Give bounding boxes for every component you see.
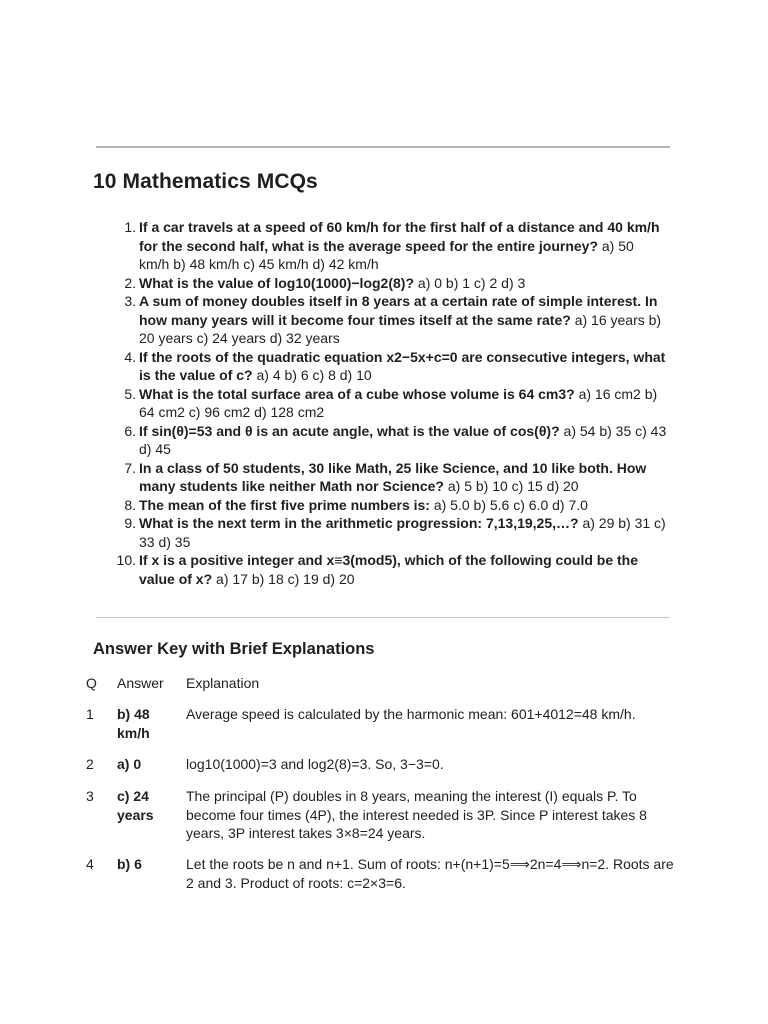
column-header-answer: Answer — [117, 675, 164, 691]
row-answer: b) 6 — [117, 856, 142, 872]
row-q: 2 — [86, 756, 94, 772]
question-number: 2. — [124, 274, 136, 291]
question-text: What is the next term in the arithmetic progression: 7,13,19,25,…? — [139, 515, 579, 531]
section-divider — [96, 617, 670, 618]
question-number: 9. — [124, 515, 136, 531]
row-explanation: log10(1000)=3 and log2(8)=3. So, 3−3=0. — [186, 756, 444, 772]
row-explanation: Average speed is calculated by the harmonic mean: 601+4012=48 km/h. — [186, 706, 636, 722]
question-item — [112, 274, 668, 293]
question-options: a) 29 b) 31 c) 33 d) 35 — [139, 515, 666, 550]
question-text: If the roots of the quadratic equation x2−5x+c=0 are consecutive integers, what is the value of c? — [139, 348, 666, 383]
row-q: 4 — [86, 856, 94, 872]
question-item — [112, 551, 668, 588]
question-text: A sum of money doubles itself in 8 years at a certain rate of simple interest. In how many years will it become four times itself at the same rate? — [139, 293, 658, 328]
row-q: 3 — [86, 788, 94, 804]
question-text: If x is a positive integer and x≡3(mod5), which of the following could be the value of x? — [139, 552, 638, 587]
column-header-explanation: Explanation — [186, 675, 260, 691]
question-options: a) 16 years b) 20 years c) 24 years d) 32 years — [139, 311, 662, 346]
question-options: a) 50 km/h b) 48 km/h c) 45 km/h d) 42 km/h — [139, 237, 634, 272]
question-item — [112, 514, 668, 551]
question-item — [112, 496, 668, 515]
question-number: 5. — [124, 385, 136, 402]
row-answer: c) 24 years — [117, 788, 154, 823]
question-text: If sin(θ)=53 and θ is an acute angle, what is the value of cos(θ)? — [139, 422, 560, 439]
question-item — [112, 422, 668, 459]
question-item — [112, 292, 668, 348]
page-title: 10 Mathematics MCQs — [93, 170, 318, 193]
question-number: 7. — [124, 459, 136, 476]
question-text: If a car travels at a speed of 60 km/h for the first half of a distance and 40 km/h for the second half, what is the average speed for the entire journey? — [139, 219, 660, 254]
question-item — [112, 459, 668, 496]
mcq-list — [112, 218, 668, 588]
question-item — [112, 385, 668, 422]
question-options: a) 5 b) 10 c) 15 d) 20 — [447, 478, 579, 494]
question-options: a) 0 b) 1 c) 2 d) 3 — [417, 274, 526, 291]
question-item — [112, 348, 668, 385]
question-number: 10. — [116, 552, 136, 568]
question-options: a) 4 b) 6 c) 8 d) 10 — [256, 367, 372, 383]
row-explanation: The principal (P) doubles in 8 years, meaning the interest (I) equals P. To become four times (4P), the interest needed is 3P. Since P interest takes 8 years, 3P interest takes 3×8=24 years. — [186, 788, 647, 841]
question-options: a) 16 cm2 b) 64 cm2 c) 96 cm2 d) 128 cm2 — [139, 385, 658, 420]
question-number: 4. — [124, 348, 136, 365]
question-number: 1. — [124, 219, 136, 235]
question-number: 6. — [124, 422, 136, 439]
question-options: a) 17 b) 18 c) 19 d) 20 — [216, 570, 355, 587]
question-options: a) 54 b) 35 c) 43 d) 45 — [139, 422, 667, 457]
question-text: The mean of the first five prime numbers is: — [139, 496, 430, 513]
question-number: 3. — [124, 293, 136, 309]
question-text: What is the value of log10(1000)−log2(8)? — [139, 274, 415, 291]
row-explanation: Let the roots be n and n+1. Sum of roots: n+(n+1)=5⟹2n=4⟹n=2. Roots are 2 and 3. Product of roots: c=2×3=6. — [186, 856, 674, 891]
question-text: What is the total surface area of a cube whose volume is 64 cm3? — [139, 385, 575, 402]
question-item — [112, 218, 668, 274]
row-q: 1 — [86, 706, 94, 722]
row-answer: b) 48 km/h — [117, 706, 150, 741]
row-answer: a) 0 — [117, 756, 142, 772]
question-options: a) 5.0 b) 5.6 c) 6.0 d) 7.0 — [433, 496, 588, 513]
column-header-q: Q — [86, 675, 97, 691]
answer-key-heading: Answer Key with Brief Explanations — [93, 640, 375, 658]
top-divider — [96, 146, 670, 148]
question-number: 8. — [124, 496, 136, 513]
question-text: In a class of 50 students, 30 like Math, 25 like Science, and 10 like both. How many students like neither Math nor Science? — [139, 459, 647, 494]
